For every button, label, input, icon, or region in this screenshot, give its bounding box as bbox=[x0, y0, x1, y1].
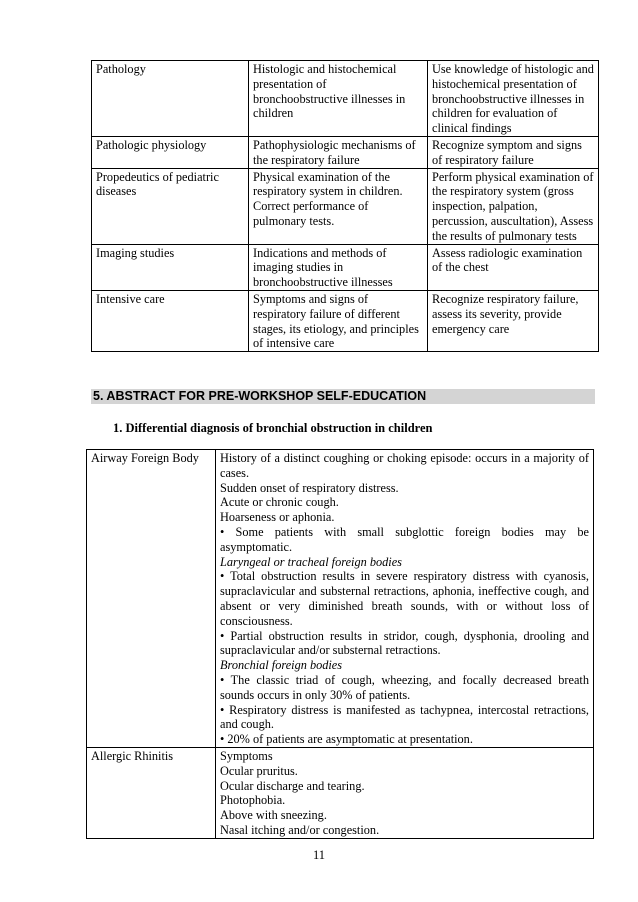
finding-line: • The classic triad of cough, wheezing, and focally decreased breath sounds occurs in only 30% of patients. bbox=[220, 672, 589, 702]
finding-line: • Partial obstruction results in stridor, cough, dysphonia, drooling and supraclavicular and/or substernal retractions. bbox=[220, 628, 589, 658]
table-row bbox=[92, 136, 599, 168]
finding-line: History of a distinct coughing or choking episode: occurs in a majority of cases. bbox=[220, 451, 589, 480]
finding-line: Ocular pruritus. bbox=[220, 763, 298, 778]
content-cell: Symptoms and signs of respiratory failure of different stages, its etiology, and principles of intensive care bbox=[249, 290, 428, 351]
finding-line: • Some patients with small subglottic foreign bodies may be asymptomatic. bbox=[220, 524, 589, 554]
discipline-cell: Imaging studies bbox=[92, 244, 249, 290]
discipline-cell: Pathology bbox=[92, 61, 249, 137]
condition-cell: Allergic Rhinitis bbox=[87, 747, 216, 838]
table-row bbox=[92, 244, 599, 290]
finding-line: • 20% of patients are asymptomatic at presentation. bbox=[220, 732, 473, 747]
condition-cell: Airway Foreign Body bbox=[87, 450, 216, 748]
content-cell: Pathophysiologic mechanisms of the respiratory failure bbox=[249, 136, 428, 168]
table-row bbox=[92, 61, 599, 137]
finding-line: Hoarseness or aphonia. bbox=[220, 510, 335, 525]
finding-line: Nasal itching and/or congestion. bbox=[220, 822, 380, 837]
skills-cell: Perform physical examination of the respiratory system (gross inspection, palpation, percussion, auscultation), Assess the results of pulmonary tests bbox=[428, 168, 599, 244]
skills-cell: Recognize respiratory failure, assess its severity, provide emergency care bbox=[428, 290, 599, 351]
findings-cell bbox=[216, 450, 594, 748]
table-row bbox=[92, 168, 599, 244]
skills-cell: Recognize symptom and signs of respiratory failure bbox=[428, 136, 599, 168]
table-row bbox=[87, 450, 594, 748]
finding-line: Sudden onset of respiratory distress. bbox=[220, 480, 399, 495]
finding-line: Above with sneezing. bbox=[220, 808, 327, 823]
table-row bbox=[87, 747, 594, 838]
content-cell: Physical examination of the respiratory system in children. Correct performance of pulmonary tests. bbox=[249, 168, 428, 244]
finding-line: • Total obstruction results in severe respiratory distress with cyanosis, supraclavicular and substernal retractions, aphonia, ineffective cough, and absent or very diminished breath sounds, with or without loss of consciousness. bbox=[220, 569, 589, 628]
finding-subheading: Bronchial foreign bodies bbox=[220, 658, 343, 673]
competency-table bbox=[91, 60, 599, 352]
subsection-heading: 1. Differential diagnosis of bronchial obstruction in children bbox=[113, 421, 433, 435]
findings-cell bbox=[216, 747, 594, 838]
section-heading: 5. ABSTRACT FOR PRE-WORKSHOP SELF-EDUCATION bbox=[93, 389, 427, 403]
finding-line: Ocular discharge and tearing. bbox=[220, 778, 365, 793]
finding-line: Photophobia. bbox=[220, 793, 286, 808]
content-cell: Indications and methods of imaging studies in bronchoobstructive illnesses bbox=[249, 244, 428, 290]
finding-line: Acute or chronic cough. bbox=[220, 495, 339, 510]
finding-subheading: Laryngeal or tracheal foreign bodies bbox=[220, 554, 402, 569]
skills-cell: Use knowledge of histologic and histochemical presentation of bronchoobstructive illnesses in children for evaluation of clinical findings bbox=[428, 61, 599, 137]
discipline-cell: Pathologic physiology bbox=[92, 136, 249, 168]
content-cell: Histologic and histochemical presentation of bronchoobstructive illnesses in children bbox=[249, 61, 428, 137]
skills-cell: Assess radiologic examination of the chest bbox=[428, 244, 599, 290]
page-number: 11 bbox=[312, 848, 326, 862]
finding-line: • Respiratory distress is manifested as tachypnea, intercostal retractions, and cough. bbox=[220, 702, 589, 732]
discipline-cell: Intensive care bbox=[92, 290, 249, 351]
finding-line: Symptoms bbox=[220, 748, 273, 763]
differential-diagnosis-table bbox=[86, 449, 594, 839]
discipline-cell: Propedeutics of pediatric diseases bbox=[92, 168, 249, 244]
table-row bbox=[92, 290, 599, 351]
